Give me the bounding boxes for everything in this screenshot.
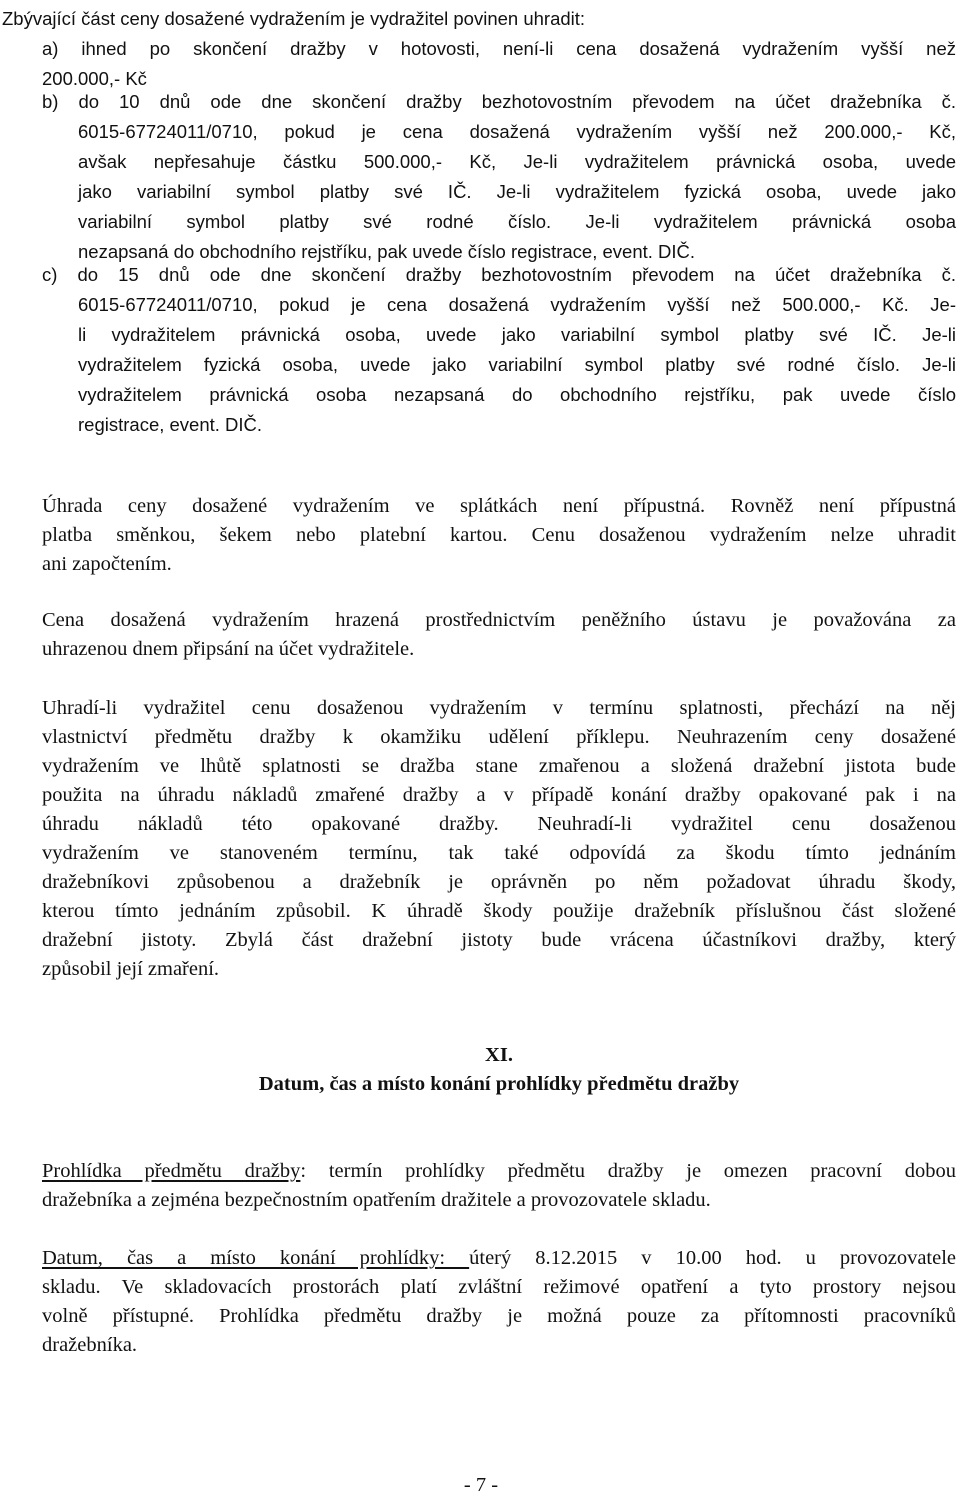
paragraph-line: dražebníkovi způsobenou a dražebník je oprávněn po něm požadovat úhradu škody, — [42, 871, 956, 893]
paragraph-line — [42, 1157, 956, 1186]
payment-term-c-body — [78, 290, 956, 440]
paragraph-line: Cena dosažená vydražením hrazená prostřednictvím peněžního ústavu je považována za — [42, 609, 956, 631]
term-b-line: nezapsaná do obchodního rejstříku, pak uvede číslo registrace, event. DIČ. — [78, 241, 696, 262]
section-heading — [0, 1041, 960, 1070]
payment-term-b — [42, 87, 956, 117]
paragraph-line: uhrazenou dnem připsání na účet vydražitele. — [42, 638, 415, 660]
term-c-line: c) do 15 dnů ode dne skončení dražby bezhotovostním převodem na účet dražebníka č. — [42, 264, 956, 285]
term-c-line: li vydražitelem právnická osoba, uvede jako variabilní symbol platby své IČ. Je-li — [78, 324, 956, 345]
inspection-paragraph — [42, 1157, 956, 1215]
payment-term-b-body — [78, 117, 956, 267]
term-b-line: jako variabilní symbol platby své IČ. Je-li vydražitelem fyzická osoba, uvede jako — [78, 181, 956, 202]
paragraph-line: volně přístupné. Prohlídka předmětu dražby je možná pouze za přítomnosti pracovníků — [42, 1305, 956, 1327]
ownership-paragraph — [42, 694, 956, 984]
section-heading-title — [0, 1070, 960, 1099]
payment-intro-text: Zbývající část ceny dosažené vydražením je vydražitel povinen uhradit: — [2, 8, 586, 29]
payment-term-c — [42, 260, 956, 290]
paragraph-line: ani započtením. — [42, 553, 172, 575]
term-c-line: 6015-67724011/0710, pokud je cena dosažená vydražením vyšší než 500.000,- Kč. Je- — [78, 294, 956, 315]
date-place-label: Datum, čas a místo konání prohlídky: — [42, 1247, 470, 1269]
paragraph-line: dražebníka. — [42, 1334, 138, 1356]
payment-term-a — [42, 34, 956, 94]
term-a-line: a) ihned po skončení dražby v hotovosti, není-li cena dosažená vydražením vyšší než — [42, 38, 956, 59]
paragraph-line: vydražením ve stanoveném termínu, tak také odpovídá za škodu tímto jednáním — [42, 842, 956, 864]
term-b-line: 6015-67724011/0710, pokud je cena dosažená vydražením vyšší než 200.000,- Kč, — [78, 121, 956, 142]
paragraph-line: dražební jistoty. Zbylá část dražební jistoty bude vrácena účastníkovi dražby, který — [42, 929, 956, 951]
term-b-line: b) do 10 dnů ode dne skončení dražby bezhotovostním převodem na účet dražebníka č. — [42, 91, 956, 112]
paragraph-line: vydražením ve lhůtě splatnosti se dražba stane zmařenou a složená dražební jistota bude — [42, 755, 956, 777]
term-c-line: registrace, event. DIČ. — [78, 414, 263, 435]
section-number: XI. — [485, 1044, 513, 1066]
paragraph-line: úhradu nákladů této opakované dražby. Neuhradí-li vydražitel cenu dosaženou — [42, 813, 956, 835]
paragraph-line: platba směnkou, šekem nebo platební kartou. Cenu dosaženou vydražením nelze uhradit — [42, 524, 956, 546]
page-number: - 7 - — [463, 1474, 499, 1496]
payment-terms-intro — [2, 4, 702, 34]
inspection-label: Prohlídka předmětu dražby — [42, 1160, 301, 1182]
paragraph-line: skladu. Ve skladovacích prostorách platí zvláštní režimové opatření a tyto prostory nejsou — [42, 1276, 956, 1298]
paragraph-line: použita na úhradu nákladů zmařené dražby a v případě konání dražby opakované pak i na — [42, 784, 956, 806]
term-b-line: variabilní symbol platby své rodné číslo. Je-li vydražitelem právnická osoba — [78, 211, 956, 232]
paragraph-line — [42, 1244, 956, 1273]
bank-payment-paragraph — [42, 606, 956, 664]
term-c-line: vydražitelem fyzická osoba, uvede jako variabilní symbol platby své rodné číslo. Je-li — [78, 354, 956, 375]
installments-paragraph — [42, 492, 956, 579]
paragraph-line: způsobil její zmaření. — [42, 958, 220, 980]
paragraph-line: Úhrada ceny dosažené vydražením ve splátkách není přípustná. Rovněž není přípustná — [42, 495, 956, 517]
paragraph-line: kterou tímto jednáním způsobil. K úhradě škody použije dražebník příslušnou část složené — [42, 900, 956, 922]
term-b-line: avšak nepřesahuje částku 500.000,- Kč, Je-li vydražitelem právnická osoba, uvede — [78, 151, 956, 172]
date-place-paragraph — [42, 1244, 956, 1360]
term-c-line: vydražitelem právnická osoba nezapsaná do obchodního rejstříku, pak uvede číslo — [78, 384, 956, 405]
paragraph-line: dražebníka a zejména bezpečnostním opatřením dražitele a provozovatele skladu. — [42, 1189, 711, 1211]
term-a-line: 200.000,- Kč — [42, 68, 147, 89]
paragraph-line: Uhradí-li vydražitel cenu dosaženou vydražením v termínu splatnosti, přechází na něj — [42, 697, 956, 719]
inspection-text: : termín prohlídky předmětu dražby je omezen pracovní dobou — [300, 1160, 956, 1182]
section-title: Datum, čas a místo konání prohlídky předmětu dražby — [258, 1073, 740, 1095]
date-place-text: úterý 8.12.2015 v 10.00 hod. u provozovatele — [469, 1247, 957, 1269]
paragraph-line: vlastnictví předmětu dražby k okamžiku udělení příklepu. Neuhrazením ceny dosažené — [42, 726, 956, 748]
